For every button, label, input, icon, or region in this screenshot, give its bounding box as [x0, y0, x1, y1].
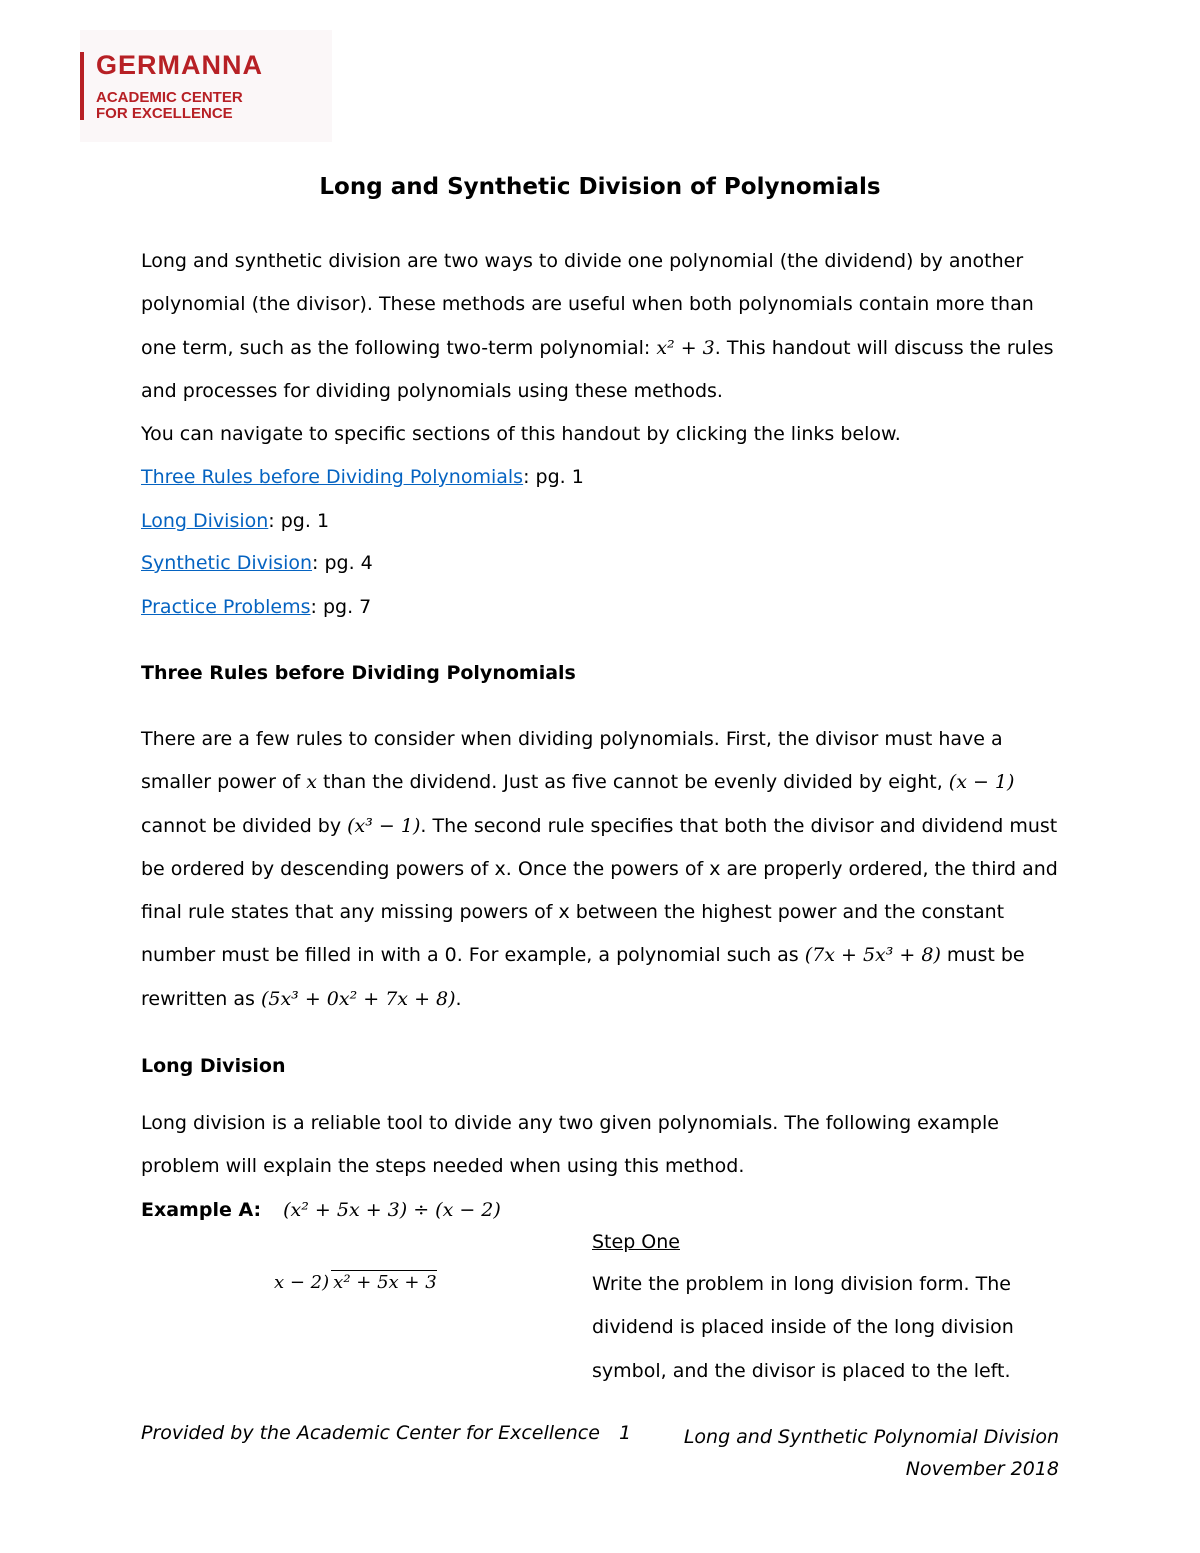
example-expression: (x² + 5x + 3) ÷ (x − 2) [283, 1199, 501, 1221]
rules-text: cannot be divided by [141, 814, 348, 837]
rules-math: (x − 1) [948, 771, 1015, 794]
rules-math: x [306, 771, 317, 794]
toc-item [141, 465, 584, 489]
footer-provider: Provided by the Academic Center for Excellence [141, 1422, 600, 1444]
step-one-text: Write the problem in long division form. The dividend is placed inside of the long division symbol, and the divisor is placed to the left. [592, 1273, 1014, 1382]
footer-date: November 2018 [905, 1458, 1059, 1480]
rules-math: (7x + 5x³ + 8) [804, 944, 941, 967]
long-division-form [274, 1270, 437, 1295]
section-heading-long-division: Long Division [141, 1055, 286, 1077]
rules-math: (x³ − 1) [347, 814, 421, 837]
long-division-paragraph: Long division is a reliable tool to divide any two given polynomials. The following example problem will explain the steps needed when using this method. [141, 1112, 999, 1178]
rules-text: . The second rule specifies that both the divisor and dividend must be ordered by descending powers of x. Once the powers of x are properly ordered, the third and final rule states that any missing powers of x between the highest power and the constant number must be filled in with a 0. For example, a polynomial such as [141, 814, 1058, 967]
logo-subtitle-1: ACADEMIC CENTER [96, 89, 243, 106]
toc-link-rules[interactable]: Three Rules before Dividing Polynomials [141, 466, 524, 488]
division-bracket: ) [322, 1272, 330, 1293]
rules-paragraph [141, 718, 1061, 1021]
footer-document-info [684, 1421, 1059, 1485]
intro-paragraph [141, 240, 1061, 456]
page-title: Long and Synthetic Division of Polynomials [319, 174, 881, 200]
germanna-logo [80, 30, 332, 142]
intro-text-b: . This handout will discuss the rules and processes for dividing polynomials using these methods. [141, 336, 1054, 402]
footer-doc-title: Long and Synthetic Polynomial Division [683, 1426, 1059, 1448]
rules-text: must be rewritten as [141, 944, 1025, 1010]
rules-text: There are a few rules to consider when dividing polynomials. First, the divisor must have a smaller power of [141, 728, 1003, 794]
rules-text: . [455, 987, 462, 1010]
toc-link-synthetic-division[interactable]: Synthetic Division [141, 552, 313, 574]
toc-item [141, 509, 329, 533]
section-heading-rules: Three Rules before Dividing Polynomials [141, 662, 576, 684]
example-label: Example A: [141, 1199, 262, 1221]
toc-page: : pg. 1 [268, 510, 330, 532]
example-a [141, 1198, 501, 1222]
rules-text: than the dividend. Just as five cannot be evenly divided by eight, [317, 771, 949, 794]
toc-page: : pg. 7 [310, 596, 372, 618]
intro-math: x² + 3 [656, 336, 715, 359]
toc-link-long-division[interactable]: Long Division [141, 510, 269, 532]
dividend: x² + 5x + 3 [333, 1272, 437, 1293]
toc-item [141, 595, 371, 619]
intro-text-a: Long and synthetic division are two ways to divide one polynomial (the dividend) by another polynomial (the divisor). These methods are useful when both polynomials contain more than one term, such as the following two-term polynomial: [141, 250, 1034, 359]
nav-text: You can navigate to specific sections of this handout by clicking the links below. [141, 423, 901, 446]
logo-name: GERMANNA [96, 50, 263, 80]
logo-bar [80, 52, 84, 120]
divisor: x − 2 [274, 1272, 323, 1293]
rules-math: (5x³ + 0x² + 7x + 8) [260, 987, 456, 1010]
toc-page: : pg. 4 [312, 552, 373, 574]
toc-item [141, 551, 373, 575]
footer-page-number: 1 [619, 1422, 632, 1444]
toc-page: : pg. 1 [523, 466, 584, 488]
step-one-title: Step One [592, 1231, 680, 1253]
toc-link-practice-problems[interactable]: Practice Problems [141, 596, 311, 618]
logo-subtitle-2: FOR EXCELLENCE [96, 105, 233, 122]
